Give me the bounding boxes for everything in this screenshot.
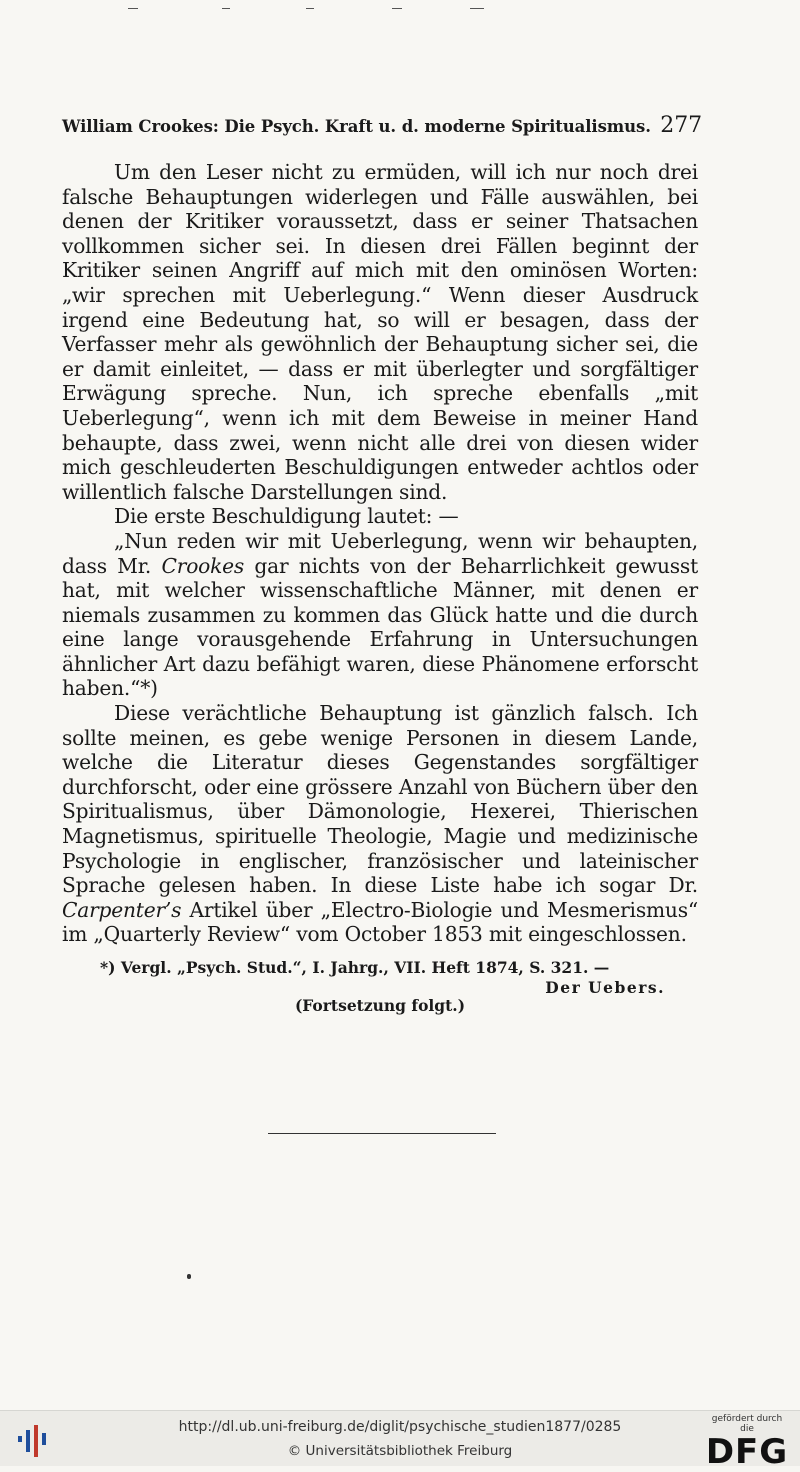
viewer-footer (0, 1410, 800, 1472)
paragraph-text: Diese verächtliche Behauptung ist gänzlich falsch. Ich sollte meinen, es gebe wenige Personen in diesem Lande, welche die Literatur dieses Gegenstandes sorgfältiger durchforscht, oder eine grössere Anzahl von Büchern über den Spiritualismus, über Dämonologie, Hexerei, Thierischen Magnetismus, spirituelle Theologie, Magie und medizinische Psychologie in englischer, französischer und lateinischer Sprache gelesen haben. In diese Liste habe ich sogar Dr. (62, 701, 698, 898)
paragraph-text: Artikel über „Electro-Biologie und Mesmerismus“ im „Quarterly Review“ vom October 1853 mit eingeschlossen. (62, 897, 698, 947)
footnote (100, 958, 665, 998)
author-name: Crookes (161, 553, 245, 578)
scan-edge-marks (0, 4, 800, 18)
paragraph-quote (62, 529, 698, 701)
continuation-note: (Fortsetzung folgt.) (294, 996, 466, 1015)
copyright-notice: © Universitätsbibliothek Freiburg (287, 1443, 513, 1459)
footnote-signature: Der Uebers. (545, 978, 665, 997)
section-rule (268, 1133, 496, 1134)
quote-text: „Nun reden wir mit Ueberlegung, wenn wir behaupten, dass Mr. (62, 528, 698, 578)
ink-speck (187, 1274, 191, 1279)
paragraph (62, 701, 698, 947)
main-text (62, 160, 698, 947)
dfg-wordmark: DFG (705, 1432, 789, 1472)
running-header (62, 113, 702, 138)
dfg-logo (704, 1414, 790, 1472)
page-number: 277 (660, 113, 702, 138)
running-title: William Crookes: Die Psych. Kraft u. d. moderne Spiritualismus. (62, 117, 651, 136)
permalink-url[interactable]: http://dl.ub.uni-freiburg.de/diglit/psychische_studien1877/0285 (178, 1419, 622, 1435)
author-name: Carpenter’s (62, 897, 182, 922)
quote-text: gar nichts von der Beharrlichkeit gewusst hat, mit welcher wissenschaftliche Männer, mit denen er niemals zusammen zu kommen das Glück hatte und die durch eine lange vorausgehende Erfahrung in Untersuchungen ähnlicher Art dazu befähigt waren, diese Phänomene erforscht haben.“*) (62, 553, 698, 701)
paragraph: Um den Leser nicht zu ermüden, will ich nur noch drei falsche Behauptungen widerlegen und Fälle auswählen, bei denen der Kritiker voraussetzt, dass er seiner Thatsachen vollkommen sicher sei. In diesen drei Fällen beginnt der Kritiker seinen Angriff auf mich mit den ominösen Worten: „wir sprechen mit Ueberlegung.“ Wenn dieser Ausdruck irgend eine Bedeutung hat, so will er besagen, dass der Verfasser mehr als gewöhnlich der Behauptung sicher sei, die er damit einleitet, — dass er mit überlegter und sorgfältiger Erwägung spreche. Nun, ich spreche ebenfalls „mit Ueberlegung“, wenn ich mit dem Beweise in meiner Hand behaupte, dass zwei, wenn nicht alle drei von diesen wider mich geschleuderten Beschuldigungen entweder achtlos oder willentlich falsche Darstellungen sind. (62, 160, 698, 504)
paragraph: Die erste Beschuldigung lautet: — (114, 504, 459, 529)
dfg-tagline: gefördert durch die (711, 1414, 783, 1434)
footnote-text: *) Vergl. „Psych. Stud.“, I. Jahrg., VII. Heft 1874, S. 321. — (100, 958, 610, 977)
